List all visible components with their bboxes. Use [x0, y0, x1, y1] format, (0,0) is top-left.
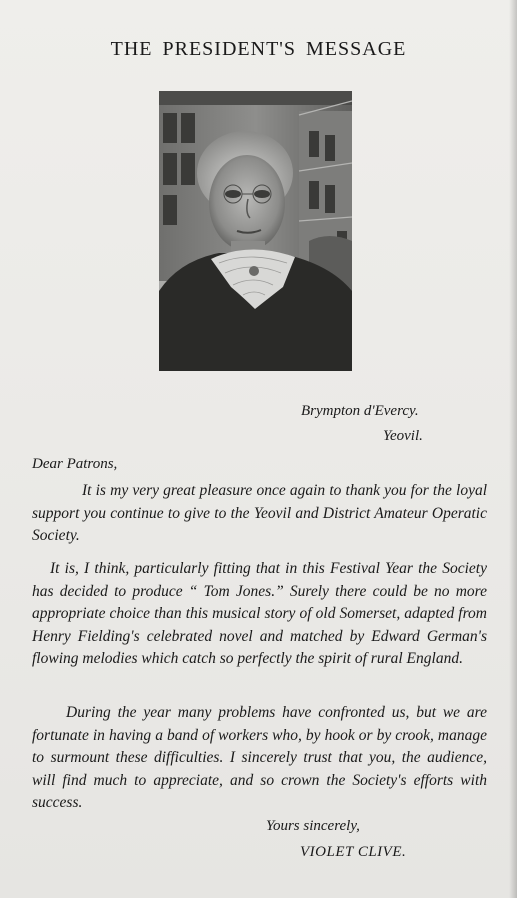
portrait-photo [159, 91, 352, 371]
address-line-1: Brympton d'Evercy. [301, 403, 419, 419]
address-line-2: Yeovil. [383, 428, 423, 444]
paragraph-3: During the year many problems have confronted us, but we are fortunate in having a band of workers who, by hook or by crook, manage to surmount these difficulties. I sincerely trust that you, the audience, will find much to appreciate, and so crown the Society's efforts with success. [32, 704, 487, 811]
closing: Yours sincerely, [266, 818, 360, 834]
page-title: THE PRESIDENT'S MESSAGE [110, 38, 407, 60]
paragraph-2: It is, I think, particularly fitting that in this Festival Year the Society has decided to produce “ Tom Jones.” Surely there could be no more appropriate choice than this musical story of old Somerset, adapted from Henry Fielding's celebrated novel and matched by Edward German's flowing melodies which catch so perfectly the spirit of rural England. [32, 560, 487, 667]
portrait-photo-icon [159, 91, 352, 371]
signature: VIOLET CLIVE. [300, 844, 407, 860]
page-edge-shadow [509, 0, 517, 898]
paragraph-1: It is my very great pleasure once again to thank you for the loyal support you continue to give to the Yeovil and District Amateur Operatic Society. [32, 482, 487, 544]
salutation: Dear Patrons, [32, 456, 118, 472]
